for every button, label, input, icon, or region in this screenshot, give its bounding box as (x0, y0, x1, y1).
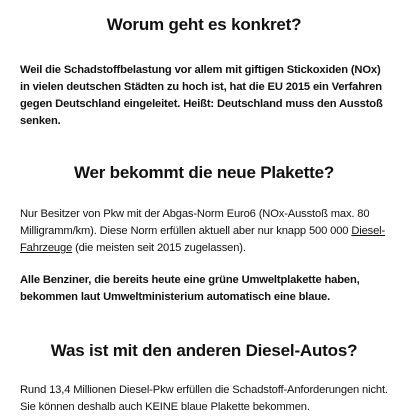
section-paragraph-worum-geht-es: Weil die Schadstoffbelastung vor allem mit giftigen Stickoxiden (NOx) in vielen deutschen Städten zu hoch ist, hat die EU 2015 ein Verfahren gegen Deutschland eingeleitet. Heißt: Deutschland muss den Ausstoß senken. (20, 64, 383, 127)
section-bold-paragraph-benziner: Alle Benziner, die bereits heute eine grüne Umweltplakette haben, bekommen laut Umweltministerium automatisch eine blaue. (20, 274, 360, 303)
section-heading-worum-geht-es: Worum geht es konkret? (106, 15, 302, 34)
diesel-fahrzeuge-link[interactable]: Diesel-Fahrzeuge (20, 225, 386, 254)
section-paragraph-andere-diesel-autos: Rund 13,4 Millionen Diesel-Pkw erfüllen die Schadstoff-Anforderungen nicht. Sie können deshalb auch KEINE blaue Plakette bekommen. (20, 384, 388, 413)
section-paragraph-wer-bekommt-plakette (20, 206, 388, 257)
section-heading-andere-diesel-autos: Was ist mit den anderen Diesel-Autos? (50, 341, 358, 360)
section-heading-wer-bekommt-plakette: Wer bekommt die neue Plakette? (73, 163, 335, 182)
paragraph-text-before-link: Nur Besitzer von Pkw mit der Abgas-Norm Euro6 (NOx-Ausstoß max. 80 Milligramm/km). Diese Norm erfüllen aktuell aber nur knapp 500 000 (20, 208, 370, 237)
paragraph-text-after-link: (die meisten seit 2015 zugelassen). (72, 242, 246, 254)
